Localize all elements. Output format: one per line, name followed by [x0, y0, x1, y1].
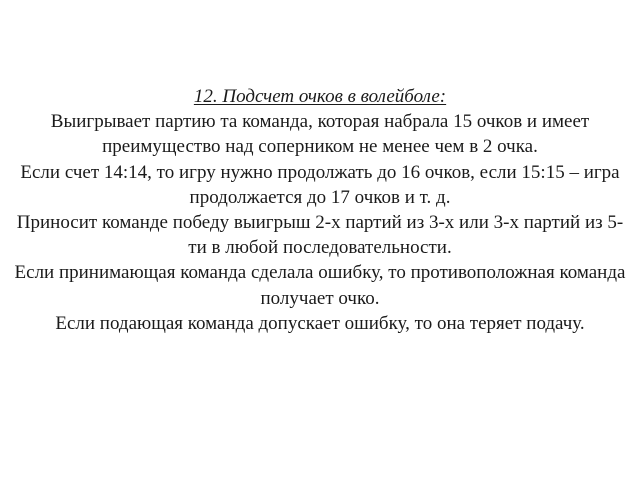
rule-match-victory: Приносит команде победу выигрыш 2-х партий из 3-х или 3-х партий из 5-ти в любой последовательности. [16, 212, 624, 259]
rule-tie-score: Если счет 14:14, то игру нужно продолжать до 16 очков, если 15:15 – игра продолжается до 17 очков и т. д. [20, 161, 620, 208]
slide-title-line [8, 84, 632, 109]
rule-receiving-error: Если принимающая команда сделала ошибку, то противоположная команда получает очко. [14, 262, 626, 309]
rule-serving-error: Если подающая команда допускает ошибку, то она теряет подачу. [55, 312, 585, 334]
slide-title: 12. Подсчет очков в волейболе: [193, 86, 447, 107]
slide-text-block [8, 84, 632, 336]
rule-win-set: Выигрывает партию та команда, которая набрала 15 очков и имеет преимущество над соперником не менее чем в 2 очка. [50, 111, 590, 158]
